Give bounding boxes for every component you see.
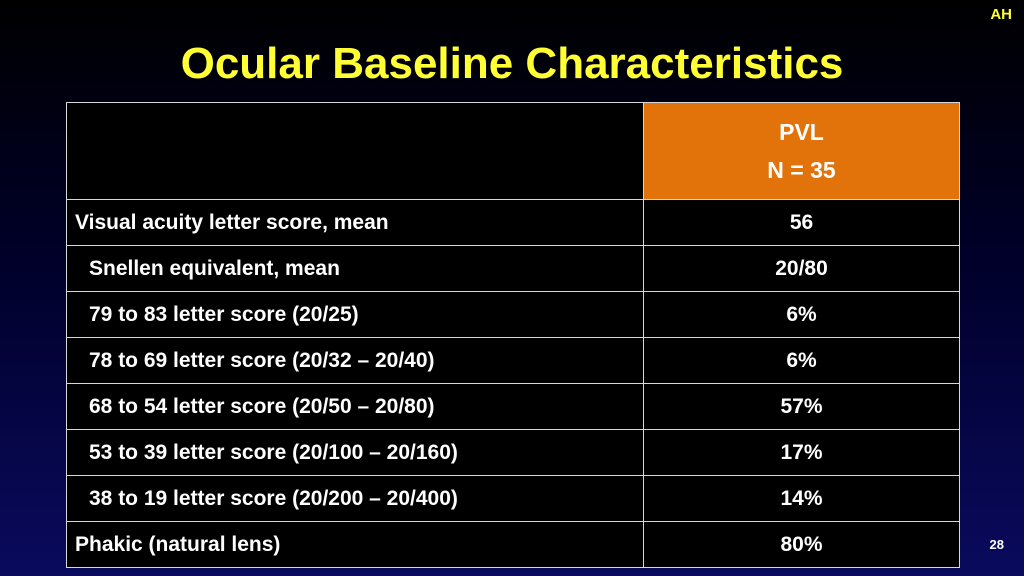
table-row <box>67 338 960 384</box>
row-label: 53 to 39 letter score (20/100 – 20/160) <box>67 430 644 476</box>
baseline-table <box>66 102 960 568</box>
table-row <box>67 522 960 568</box>
row-label: 79 to 83 letter score (20/25) <box>67 292 644 338</box>
row-label: 78 to 69 letter score (20/32 – 20/40) <box>67 338 644 384</box>
table-row <box>67 384 960 430</box>
corner-label: AH <box>990 6 1012 23</box>
table-row <box>67 430 960 476</box>
row-label: 68 to 54 letter score (20/50 – 20/80) <box>67 384 644 430</box>
page-number: 28 <box>989 537 1004 552</box>
header-pvl-cell <box>644 103 960 200</box>
slide-title: Ocular Baseline Characteristics <box>180 39 844 88</box>
row-value: 56 <box>644 200 960 246</box>
row-label: Snellen equivalent, mean <box>67 246 644 292</box>
header-label-cell <box>67 103 644 200</box>
row-label: 38 to 19 letter score (20/200 – 20/400) <box>67 476 644 522</box>
row-value: 6% <box>644 292 960 338</box>
row-value: 14% <box>644 476 960 522</box>
header-pvl-n: N = 35 <box>767 157 836 183</box>
row-label: Visual acuity letter score, mean <box>67 200 644 246</box>
table-row <box>67 476 960 522</box>
row-value: 57% <box>644 384 960 430</box>
row-value: 20/80 <box>644 246 960 292</box>
table-row <box>67 292 960 338</box>
table-row <box>67 246 960 292</box>
table-header-row <box>67 103 960 200</box>
row-value: 6% <box>644 338 960 384</box>
row-value: 80% <box>644 522 960 568</box>
row-value: 17% <box>644 430 960 476</box>
table-row <box>67 200 960 246</box>
header-pvl-name: PVL <box>779 119 824 145</box>
row-label: Phakic (natural lens) <box>67 522 644 568</box>
